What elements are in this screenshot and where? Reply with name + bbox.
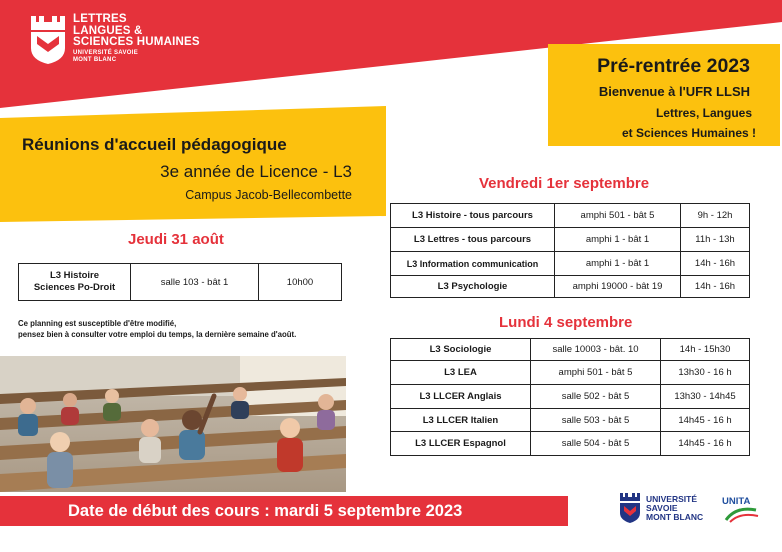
students-lecture-hall-photo [0,356,346,492]
logo-line-1: LETTRES [73,13,127,25]
welcome-line: Bienvenue à l'UFR LLSH [598,84,750,99]
table-row [391,204,750,228]
logo-line-2: LANGUES & [73,24,143,37]
schedule-table-lundi [390,338,750,456]
time-cell: 14h45 - 16 h [661,409,750,432]
welcome-faculty-line-2: et Sciences Humaines ! [621,126,756,140]
castle-shield-icon [28,14,68,66]
logo-line-3: SCIENCES HUMAINES [73,36,200,49]
day-title-vendredi: Vendredi 1er septembre [479,175,650,192]
header-title: Réunions d'accueil pédagogique [22,135,287,154]
table-row [391,228,750,252]
table-row [391,276,750,298]
schedule-table-jeudi [18,263,342,301]
time-cell: 14h - 16h [681,276,750,298]
programme-cell: L3 LLCER Anglais [391,385,531,409]
welcome-title: Pré-rentrée 2023 [597,55,750,77]
time-cell: 14h - 16h [681,252,750,276]
table-row [391,252,750,276]
room-cell: amphi 19000 - bât 19 [555,276,681,298]
usmb-line-3: MONT BLANC [646,511,704,522]
programme-cell: L3 Information communication [391,252,555,276]
day-title-jeudi: Jeudi 31 août [128,231,224,248]
time-cell: 10h00 [259,264,342,301]
programme-cell: L3 Histoire - tous parcours [391,204,555,228]
room-cell: salle 502 - bât 5 [531,385,661,409]
table-row [19,264,342,301]
programme-line: Sciences Po-Droit [33,282,116,293]
room-cell: salle 103 - bât 1 [131,264,259,301]
programme-cell: L3 LLCER Italien [391,409,531,432]
table-row [391,339,750,361]
usmb-shield-icon [618,492,642,524]
time-cell: 14h45 - 16 h [661,432,750,456]
room-cell: amphi 501 - bât 5 [555,204,681,228]
llsh-logo [28,14,200,66]
usmb-line-2: SAVOIE [646,502,678,513]
time-cell: 11h - 13h [681,228,750,252]
programme-cell: L3 LEA [391,361,531,385]
time-cell: 14h - 15h30 [661,339,750,361]
table-row [391,361,750,385]
disclaimer-line-2: pensez bien à consulter votre emploi du temps, la dernière semaine d'août. [18,330,297,340]
unita-logo [722,496,760,524]
unita-wordmark: UNITA [722,496,751,507]
room-cell: salle 504 - bât 5 [531,432,661,456]
disclaimer-line-1: Ce planning est susceptible d'être modifié, [18,319,177,328]
day-title-lundi: Lundi 4 septembre [499,314,633,331]
table-row [391,409,750,432]
course-start-banner: Date de début des cours : mardi 5 septembre 2023 [0,496,568,526]
room-cell: amphi 1 - bât 1 [555,228,681,252]
usmb-line-1: UNIVERSITÉ [646,494,698,504]
room-cell: amphi 1 - bât 1 [555,252,681,276]
usmb-logo [618,492,703,524]
schedule-table-vendredi [390,203,750,298]
logo-subline-2: MONT BLANC [73,57,117,64]
welcome-box [548,44,780,146]
time-cell: 9h - 12h [681,204,750,228]
welcome-faculty-line-1: Lettres, Langues [655,106,752,120]
time-cell: 13h30 - 16 h [661,361,750,385]
table-row [391,432,750,456]
logo-subline-1: UNIVERSITÉ SAVOIE [73,50,139,57]
programme-cell: L3 LLCER Espagnol [391,432,531,456]
programme-cell: L3 Lettres - tous parcours [391,228,555,252]
schedule-disclaimer [18,318,296,341]
room-cell: amphi 501 - bât 5 [531,361,661,385]
programme-cell: L3 Sociologie [391,339,531,361]
time-cell: 13h30 - 14h45 [661,385,750,409]
programme-cell [19,264,131,301]
table-row [391,385,750,409]
header-campus: Campus Jacob-Bellecombette [185,188,352,202]
header-subtitle: 3e année de Licence - L3 [160,162,352,181]
room-cell: salle 10003 - bât. 10 [531,339,661,361]
programme-line: L3 Histoire [49,269,100,281]
room-cell: salle 503 - bât 5 [531,409,661,432]
programme-cell: L3 Psychologie [391,276,555,298]
